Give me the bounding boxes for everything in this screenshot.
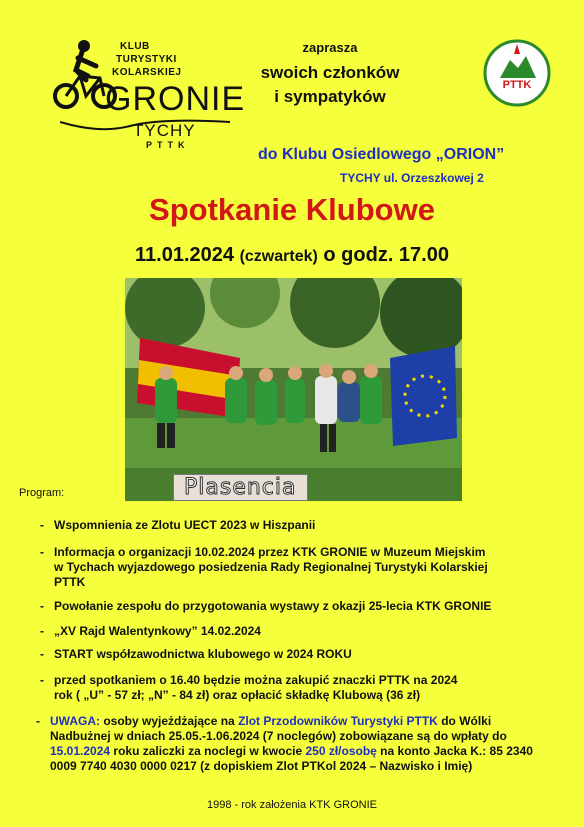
list-dash: -	[40, 624, 44, 638]
venue-name: do Klubu Osiedlowego „ORION”	[258, 146, 505, 163]
notice-event: Zlot Przodowników Turystyki PTTK	[238, 714, 438, 728]
notice-amount: 250 zł/osobę	[305, 744, 377, 758]
group-photo	[125, 278, 462, 501]
event-date	[0, 244, 584, 267]
list-dash: -	[36, 714, 40, 728]
list-item-text: Powołanie zespołu do przygotowania wystawy z okazji 25-lecia KTK GRONIE	[54, 599, 492, 613]
list-item-text: „XV Rajd Walentynkowy” 14.02.2024	[54, 624, 261, 638]
program-label: Program:	[19, 487, 65, 499]
badge-label: PTTK	[502, 79, 532, 91]
event-time: o godz. 17.00	[323, 244, 449, 266]
event-title: Spotkanie Klubowe	[149, 192, 435, 227]
logo-club-text	[112, 40, 181, 79]
logo-line-1: KLUB	[120, 41, 150, 52]
list-item-text: Wspomnienia ze Zlotu UECT 2023 w Hiszpanii	[54, 518, 316, 532]
logo-city: TYCHY	[133, 121, 196, 140]
photo-caption-text: Plasencia	[184, 475, 297, 500]
list-dash: -	[40, 599, 44, 613]
invite-text	[245, 40, 415, 107]
notice-label: UWAGA:	[50, 714, 100, 728]
photo-caption	[173, 474, 308, 501]
list-item-text: przed spotkaniem o 16.40 będzie można zakupić znaczki PTTK na 2024 rok ( „U” - 57 zł; „N” - 84 zł) oraz opłacić składkę Klubową (36 zł)	[54, 673, 458, 702]
logo-org: PTTK	[146, 140, 190, 150]
logo-line-3: KOLARSKIEJ	[112, 67, 182, 78]
invite-line-2: swoich członków	[260, 63, 400, 82]
list-dash: -	[40, 545, 44, 559]
list-dash: -	[40, 673, 44, 687]
notice-part-2: do Wólki Nadbużnej w dniach 25.05.-1.06.2024 (7 noclegów) zobowiązane są do wpłaty do	[50, 714, 507, 743]
invite-line-3: i sympatyków	[274, 87, 386, 106]
pttk-badge	[482, 38, 552, 108]
pttk-emblem-icon	[482, 38, 552, 108]
notice-part-3: roku zaliczki za noclegi w kwocie	[110, 744, 306, 758]
footer-text: 1998 - rok założenia KTK GRONIE	[207, 799, 377, 811]
event-date-value: 11.01.2024	[135, 244, 235, 266]
logo-line-2: TURYSTYKI	[116, 54, 177, 65]
invite-line-1: zaprasza	[302, 40, 358, 55]
notice-part-4: na konto Jacka K.: 85 2340 0009 7740 4030 0000 0217 (z dopiskiem Zlot PTKol 2024 – Nazwisko i Imię)	[50, 744, 533, 773]
list-dash: -	[40, 647, 44, 661]
logo-name: GRONIE	[105, 80, 246, 118]
notice-text	[50, 714, 550, 774]
notice-deadline: 15.01.2024	[50, 744, 111, 758]
list-item-text: START współzawodnictwa klubowego w 2024 ROKU	[54, 647, 352, 661]
notice-part-1: osoby wyjeżdżające na	[100, 714, 239, 728]
list-item-text: Informacja o organizacji 10.02.2024 przez KTK GRONIE w Muzeum Miejskim w Tychach wyjazdowego posiedzenia Rady Regionalnej Turystyki Kolarskiej PTTK	[54, 545, 488, 589]
list-dash: -	[40, 518, 44, 532]
event-weekday: (czwartek)	[239, 248, 318, 265]
venue-address: TYCHY ul. Orzeszkowej 2	[340, 171, 484, 185]
